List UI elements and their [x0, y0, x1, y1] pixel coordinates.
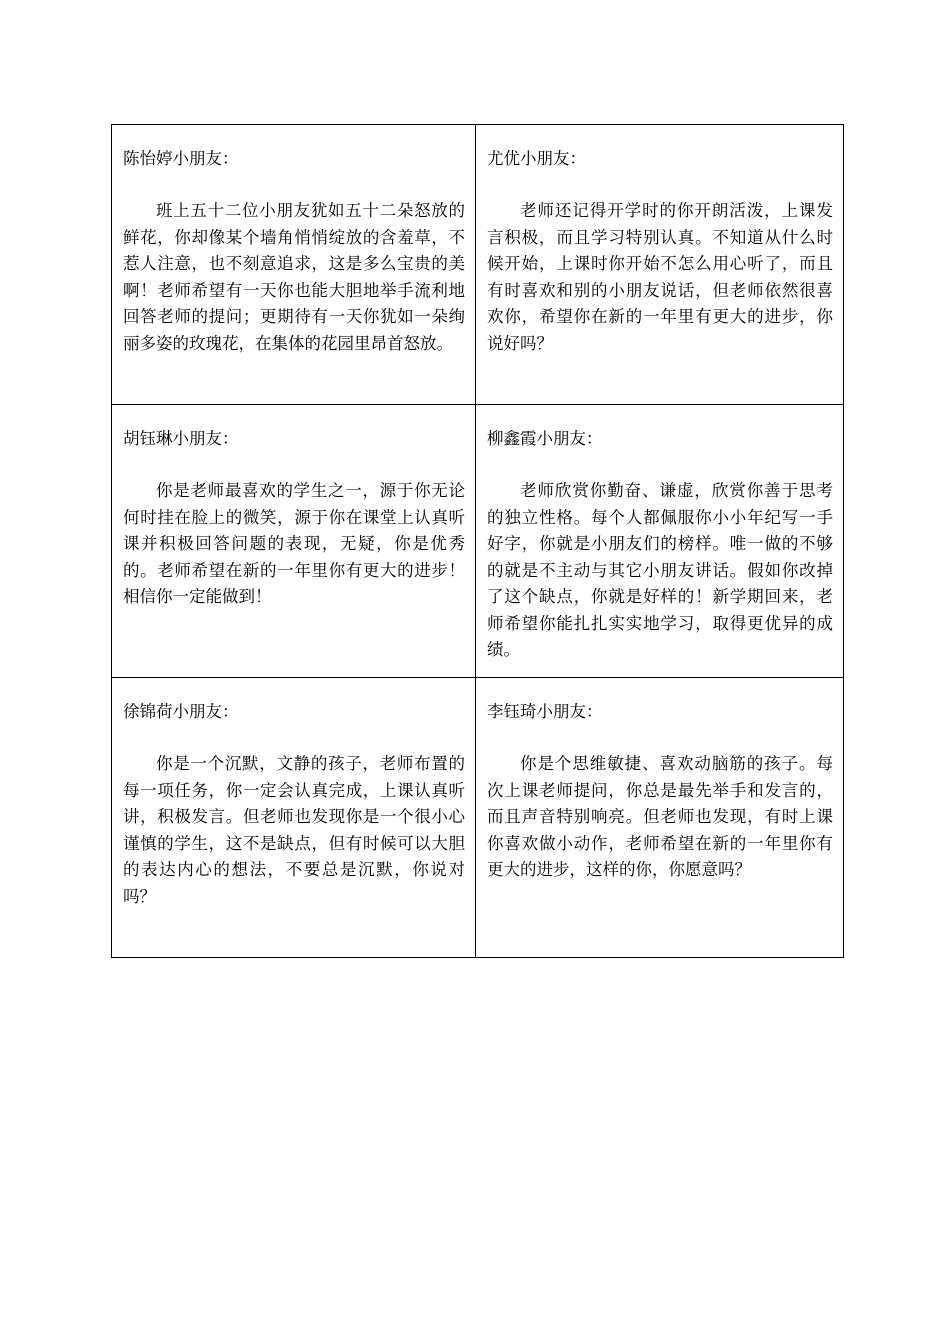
table-row: [112, 678, 844, 958]
student-name: 柳鑫霞小朋友：: [487, 429, 603, 448]
student-name: 李钰琦小朋友：: [487, 702, 603, 721]
comment-cell: [112, 678, 476, 958]
comment-text: 老师欣赏你勤奋、谦虚，欣赏你善于思考的独立性格。每个人都佩服你小小年纪写一手好字，你就是小朋友们的榜样。唯一做的不够的就是不主动与其它小朋友讲话。假如你改掉了这个缺点，你就是好样的！新学期回来，老师希望你能扎扎实实地学习，取得更优异的成绩。: [487, 481, 833, 659]
comment-cell: [476, 125, 844, 405]
comment-cell: [476, 405, 844, 678]
comment-cell: [112, 125, 476, 405]
comment-text: 你是个思维敏捷、喜欢动脑筋的孩子。每次上课老师提问，你总是最先举手和发言的，而且声音特别响亮。但老师也发现，有时上课你喜欢做小动作，老师希望在新的一年里你有更大的进步，这样的你，你愿意吗？: [487, 754, 833, 879]
table-row: [112, 405, 844, 678]
comment-cell: [476, 678, 844, 958]
student-name: 陈怡婷小朋友：: [123, 149, 239, 168]
comment-text: 你是老师最喜欢的学生之一，源于你无论何时挂在脸上的微笑，源于你在课堂上认真听课并积极回答问题的表现，无疑，你是优秀的。老师希望在新的一年里你有更大的进步！相信你一定能做到！: [123, 481, 465, 606]
comment-text: 老师还记得开学时的你开朗活泼，上课发言积极，而且学习特别认真。不知道从什么时候开始，上课时你开始不怎么用心听了，而且有时喜欢和别的小朋友说话，但老师依然很喜欢你，希望你在新的一年里有更大的进步，你说好吗？: [487, 201, 833, 353]
student-name: 尤优小朋友：: [487, 149, 586, 168]
comment-text: 班上五十二位小朋友犹如五十二朵怒放的鲜花，你却像某个墙角悄悄绽放的含羞草，不惹人注意，也不刻意追求，这是多么宝贵的美啊！老师希望有一天你也能大胆地举手流利地回答老师的提问；更期待有一天你犹如一朵绚丽多姿的玫瑰花，在集体的花园里昂首怒放。: [123, 201, 465, 353]
table-row: [112, 125, 844, 405]
comment-table: [111, 124, 844, 958]
student-name: 徐锦荷小朋友：: [123, 702, 239, 721]
comment-text: 你是一个沉默，文静的孩子，老师布置的每一项任务，你一定会认真完成，上课认真听讲，积极发言。但老师也发现你是一个很小心谨慎的学生，这不是缺点，但有时候可以大胆的表达内心的想法，不要总是沉默，你说对吗？: [123, 754, 465, 906]
comment-cell: [112, 405, 476, 678]
student-name: 胡钰琳小朋友：: [123, 429, 239, 448]
